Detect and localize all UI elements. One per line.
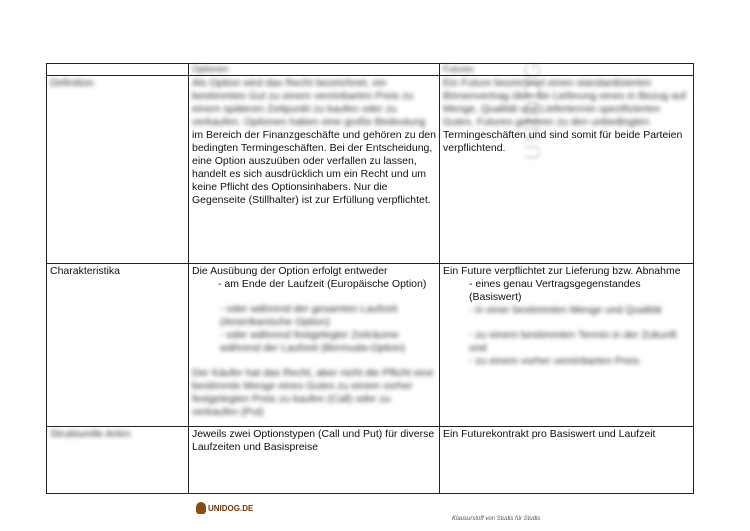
blurred-text: - oder während festgelegter Zeiträume während der Laufzeit (Bermuda-Option) [220,329,406,354]
blurred-text: - oder während der gesamten Laufzeit (Amerikanische Option) [220,303,398,328]
blurred-text: - in einer bestimmten Menge und Qualität [469,304,662,316]
footer-logo-text: UNIDOG.DE [208,503,254,513]
cell-text: im Bereich der Finanzgeschäfte und gehören zu den bedingten Termingeschäften. Bei der Entscheidung, eine Option auszuüben oder verfallen zu lassen, handelt es sich ausdrücklich um ein Recht und um keine Pflicht des Optionsinhabers. Nur die Gegenseite (Stillhalter) ist zur Erfüllung verpflichtet. [192,129,436,206]
cell-text: Die Ausübung der Option erfolgt entweder [192,265,388,277]
dog-logo-icon [196,502,206,514]
header-cell-empty [47,64,189,76]
cell-strukturelle-arten-optionen: Jeweils zwei Optionstypen (Call und Put) für diverse Laufzeiten und Basispreise [189,427,440,494]
cell-definition-futures [440,76,694,264]
row-label-definition [47,76,189,264]
table-row-definition [47,76,694,264]
header-cell-optionen: Optionen [189,64,440,76]
table-header-row [47,64,694,76]
cell-definition-optionen [189,76,440,264]
blurred-text: - zu einem vorher vereinbarten Preis. [469,355,642,367]
blurred-text: Ein Future bezeichnet einen standardisierten Börsenvertrag über die Lieferung eines in Bezug auf Menge, Qualität und Liefertermin spezifizierten Gutes. Futures gehören zu den unbedingten [443,77,686,128]
row-label-text: Strukturelle Arten [50,428,131,440]
cell-strukturelle-arten-futures: Ein Futurekontrakt pro Basiswert und Laufzeit [440,427,694,494]
footer-note: Klausurstoff von Studis für Studis [452,516,541,522]
footer-logo [196,502,253,514]
row-label-charakteristika: Charakteristika [47,264,189,427]
blurred-text: - zu einem bestimmten Termin in der Zukunft und [469,329,677,354]
row-label-text: Definition [50,77,94,89]
comparison-table [46,63,694,494]
watermark: UNIDOG [520,60,545,160]
cell-text: - eines genau Vertragsgegenstandes (Basiswert) [469,278,641,303]
cell-text: - am Ende der Laufzeit (Europäische Option) [218,278,427,290]
cell-charakteristika-optionen [189,264,440,427]
header-cell-futures: Futures [440,64,694,76]
table-row-charakteristika [47,264,694,427]
table-row-strukturelle-arten [47,427,694,494]
cell-text: Ein Future verpflichtet zur Lieferung bzw. Abnahme [443,265,681,277]
row-label-strukturelle-arten [47,427,189,494]
blurred-text: Als Option wird das Recht bezeichnet, ein bestimmtes Gut zu einem vereinbarten Preis zu einem späteren Zeitpunkt zu kaufen oder zu verkaufen. Optionen haben eine große Bedeutung [192,77,426,128]
blurred-text: Der Käufer hat das Recht, aber nicht die Pflicht eine bestimmte Menge eines Gutes zu einem vorher festgelegten Preis zu kaufen (Call) oder zu verkaufen (Put) [192,367,434,418]
cell-charakteristika-futures [440,264,694,427]
cell-text: Termingeschäften und sind somit für beide Parteien verpflichtend. [443,129,683,154]
